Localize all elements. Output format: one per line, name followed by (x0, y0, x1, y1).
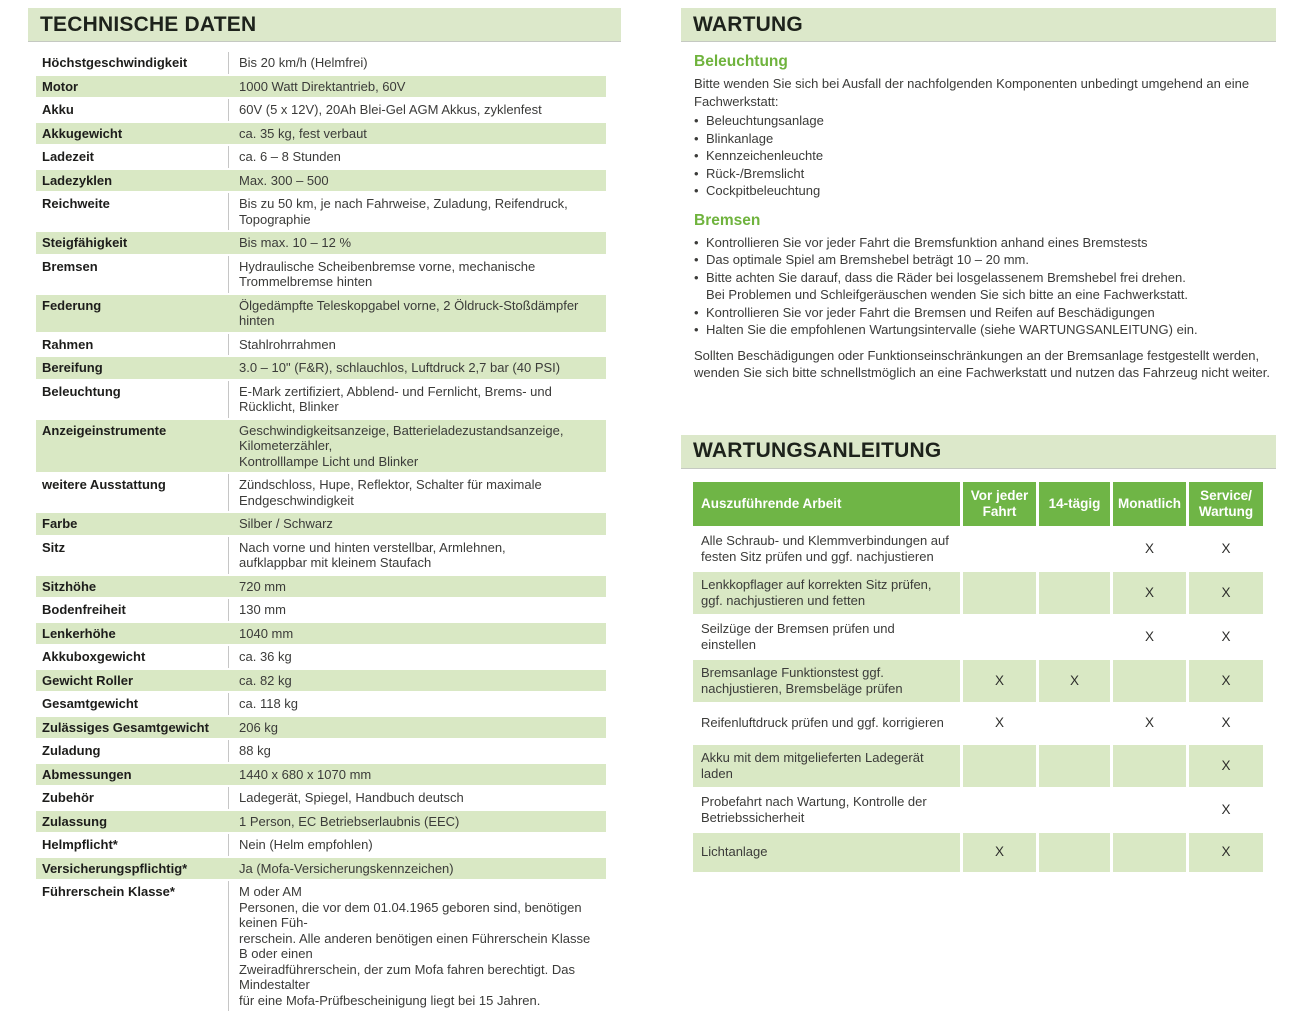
spec-row (36, 764, 606, 786)
bullet-dot: • (694, 183, 699, 198)
bullet-text: Cockpitbeleuchtung (706, 183, 821, 198)
spec-value-line: für eine Mofa-Prüfbescheinigung liegt bei 15 Jahren. (239, 992, 541, 1008)
maintenance-mark-cell: X (994, 715, 1004, 730)
spec-label: Lenkerhöhe (42, 625, 116, 641)
bullet-item (694, 321, 1272, 339)
maintenance-mark-cell: X (1039, 660, 1110, 702)
maintenance-mark-cell (1039, 616, 1110, 658)
spec-value: 60V (5 x 12V), 20Ah Blei-Gel AGM Akkus, zyklenfest (228, 99, 606, 121)
spec-label: Zuladung (42, 743, 101, 758)
bullet-dot: • (694, 113, 699, 128)
spec-row (36, 146, 606, 168)
spec-value: Bis max. 10 – 12 % (239, 235, 351, 250)
spec-row (36, 576, 606, 598)
spec-table (36, 52, 606, 1011)
spec-row (36, 474, 606, 511)
maintenance-mark-cell: X (1189, 572, 1263, 614)
maintenance-mark-cell (1113, 660, 1186, 702)
spec-label: Gewicht Roller (42, 672, 134, 688)
spec-row (36, 381, 606, 418)
spec-row (36, 420, 606, 473)
spec-value: 130 mm (228, 599, 606, 621)
spec-label: Ladezeit (42, 149, 95, 164)
bullet-dot: • (694, 234, 699, 250)
bullet-item (694, 304, 1272, 322)
spec-row (36, 357, 606, 379)
spec-value (228, 881, 606, 1011)
maintenance-mark-cell (1113, 789, 1186, 831)
spec-label: Anzeigeinstrumente (42, 422, 167, 438)
spec-label: Beleuchtung (42, 383, 121, 399)
maintenance-mark-cell: X (1144, 715, 1154, 730)
spec-value: 1040 mm (239, 625, 294, 641)
spec-value: Ladegerät, Spiegel, Handbuch deutsch (228, 787, 606, 809)
maintenance-task-cell: Bremsanlage Funktionstest ggf. nachjustieren, Bremsbeläge prüfen (693, 660, 960, 702)
spec-value (228, 537, 606, 574)
spec-label: Zubehör (42, 790, 94, 805)
spec-label: Reichweite (42, 196, 110, 211)
spec-row (36, 881, 606, 1011)
maintenance-task-cell: Lichtanlage (693, 833, 960, 872)
spec-row (36, 52, 606, 74)
maintenance-mark-cell: X (1144, 540, 1154, 556)
spec-label: Motor (42, 78, 79, 94)
maintenance-header-cell: 14-tägig (1039, 482, 1110, 526)
maintenance-task-cell: Lenkkopflager auf korrekten Sitz prüfen, ggf. nachjustieren und fetten (693, 572, 960, 614)
spec-value: Ölgedämpfte Teleskopgabel vorne, 2 Öldruck-Stoßdämpfer hinten (239, 297, 579, 328)
bullet-dot: • (694, 304, 699, 320)
bullet-text: Kontrollieren Sie vor jeder Fahrt die Bremsfunktion anhand eines Bremstests (706, 234, 1148, 250)
spec-row (36, 787, 606, 809)
spec-label: Farbe (42, 516, 78, 531)
maintenance-mark-cell: X (1189, 745, 1263, 787)
technical-data-title: TECHNISCHE DATEN (40, 12, 257, 36)
maintenance-title: WARTUNG (693, 12, 803, 36)
spec-value: ca. 35 kg, fest verbaut (239, 125, 367, 141)
spec-row (36, 693, 606, 715)
maintenance-mark-cell (963, 745, 1036, 787)
maintenance-guide-title: WARTUNGSANLEITUNG (693, 439, 942, 462)
bullet-text: Das optimale Spiel am Bremshebel beträgt 10 – 20 mm. (706, 252, 1029, 267)
spec-row (36, 811, 606, 833)
spec-value: Max. 300 – 500 (239, 172, 329, 188)
maintenance-mark-cell: X (1221, 628, 1231, 644)
maintenance-task-cell: Alle Schraub- und Klemmverbindungen auf festen Sitz prüfen und ggf. nachjustieren (701, 532, 949, 564)
spec-value: Bis zu 50 km, je nach Fahrweise, Zuladung, Reifendruck, Topographie (228, 193, 606, 230)
bullet-item (694, 182, 1272, 200)
spec-row (36, 193, 606, 230)
spec-value: 3.0 – 10" (F&R), schlauchlos, Luftdruck 2,7 bar (40 PSI) (239, 360, 561, 375)
bullet-item (694, 165, 1272, 183)
spec-value: Ja (Mofa-Versicherungskennzeichen) (239, 860, 454, 876)
spec-row (36, 623, 606, 645)
section-heading: Beleuchtung (694, 53, 788, 70)
spec-row (36, 599, 606, 621)
spec-value: 1 Person, EC Betriebserlaubnis (EEC) (239, 813, 460, 829)
maintenance-header-cell: Service/ Wartung (1189, 482, 1263, 526)
bullet-text: Kontrollieren Sie vor jeder Fahrt die Bremsen und Reifen auf Beschädigungen (706, 304, 1155, 320)
maintenance-mark-cell: X (1189, 833, 1263, 872)
section-outro: Sollten Beschädigungen oder Funktionseinschränkungen an der Bremsanlage festgestellt werden, wenden Sie sich bitte schnellstmöglich an eine Fachwerkstatt und nutzen das Fahrzeug nicht weiter. (694, 347, 1270, 380)
bullet-item (694, 130, 1272, 148)
bullet-text: Blinkanlage (706, 130, 774, 146)
spec-label: Bremsen (42, 258, 98, 274)
spec-row (36, 76, 606, 98)
spec-value-line: Kontrolllampe Licht und Blinker (239, 453, 419, 469)
maintenance-mark-cell: X (1189, 660, 1263, 702)
bullet-dot: • (694, 148, 699, 163)
bullet-continuation: Bei Problemen und Schleifgeräuschen wenden Sie sich bitte an eine Fachwerkstatt. (706, 287, 1189, 302)
spec-row (36, 513, 606, 535)
maintenance-mark-cell: X (1113, 572, 1186, 614)
maintenance-table (693, 482, 1263, 872)
spec-value: ca. 118 kg (228, 693, 606, 715)
bullet-dot: • (694, 130, 699, 146)
maintenance-mark-cell (963, 616, 1036, 658)
spec-value: 88 kg (228, 740, 606, 762)
bullet-text: Beleuchtungsanlage (706, 113, 824, 128)
bullet-dot: • (694, 322, 699, 337)
maintenance-task-cell: Akku mit dem mitgelieferten Ladegerät laden (693, 745, 960, 787)
bullet-text: Bitte achten Sie darauf, dass die Räder bei losgelassenem Bremshebel frei drehen. Bei Problemen und Schleifgeräuschen wenden Sie sich bitte an eine Fachwerkstatt. (706, 269, 1189, 302)
spec-row (36, 646, 606, 668)
maintenance-mark-cell (1039, 745, 1110, 787)
maintenance-mark-cell (1039, 704, 1110, 743)
bullet-dot: • (694, 252, 699, 267)
maintenance-mark-cell (1039, 528, 1110, 570)
maintenance-mark-cell (963, 528, 1036, 570)
maintenance-mark-cell (1113, 833, 1186, 872)
bullet-item (694, 112, 1272, 130)
spec-row (36, 834, 606, 856)
spec-label: Abmessungen (42, 766, 132, 782)
maintenance-task-cell: Probefahrt nach Wartung, Kontrolle der Betriebssicherheit (701, 793, 927, 825)
spec-value-line: M oder AM (239, 884, 302, 899)
spec-value: E-Mark zertifiziert, Abblend- und Fernlicht, Brems- und Rücklicht, Blinker (228, 381, 606, 418)
spec-label: Bodenfreiheit (42, 602, 126, 617)
spec-row (36, 670, 606, 692)
spec-row (36, 717, 606, 739)
spec-label: Akkuboxgewicht (42, 649, 146, 664)
technical-data-banner (28, 8, 621, 41)
spec-value: 206 kg (239, 719, 279, 735)
spec-label: weitere Ausstattung (42, 477, 166, 492)
spec-label: Sitz (42, 539, 66, 555)
spec-row (36, 295, 606, 332)
maintenance-mark-cell: X (963, 833, 1036, 872)
maintenance-mark-cell (963, 789, 1036, 831)
maintenance-sections (681, 53, 1276, 381)
spec-value: Nein (Helm empfohlen) (228, 834, 606, 856)
spec-row (36, 99, 606, 121)
spec-label: Ladezyklen (42, 172, 113, 188)
bullet-item (694, 269, 1272, 304)
spec-label: Akku (42, 102, 74, 117)
maintenance-mark-cell (1113, 745, 1186, 787)
spec-value-line: Geschwindigkeitsanzeige, Batterieladezustandsanzeige, Kilometerzähler, (239, 422, 564, 453)
spec-value: 720 mm (239, 578, 286, 594)
spec-label: Rahmen (42, 336, 94, 352)
spec-row (36, 256, 606, 293)
spec-value-line: aufklappbar mit kleinem Staufach (239, 555, 432, 570)
bullet-item (694, 234, 1272, 252)
spec-value: Hydraulische Scheibenbremse vorne, mechanische Trommelbremse hinten (228, 256, 606, 293)
spec-label: Sitzhöhe (42, 578, 97, 594)
spec-value: 1440 x 680 x 1070 mm (239, 766, 372, 782)
maintenance-column (681, 8, 1276, 872)
section-heading: Bremsen (694, 211, 761, 229)
maintenance-header-cell: Auszuführende Arbeit (693, 482, 960, 526)
maintenance-banner (681, 8, 1276, 41)
spec-value-line: rerschein. Alle anderen benötigen einen Führerschein Klasse B oder einen (239, 930, 591, 961)
bullet-text: Halten Sie die empfohlenen Wartungsintervalle (siehe WARTUNGSANLEITUNG) ein. (706, 322, 1198, 337)
maintenance-task-cell: Reifenluftdruck prüfen und ggf. korrigieren (701, 715, 944, 730)
spec-label: Bereifung (42, 360, 103, 375)
spec-row (36, 537, 606, 574)
spec-label: Steigfähigkeit (42, 235, 128, 250)
spec-label: Führerschein Klasse* (42, 884, 175, 899)
bullet-dot: • (694, 269, 699, 285)
maintenance-mark-cell: X (1144, 628, 1154, 644)
spec-value: Stahlrohrrahmen (228, 334, 606, 356)
spec-value: ca. 36 kg (228, 646, 606, 668)
spec-value (228, 420, 606, 473)
section-intro: Bitte wenden Sie sich bei Ausfall der nachfolgenden Komponenten unbedingt umgehend an eine Fachwerkstatt: (694, 76, 1250, 109)
spec-row (36, 170, 606, 192)
spec-label: Zulässiges Gesamtgewicht (42, 719, 209, 735)
spec-label: Höchstgeschwindigkeit (42, 55, 188, 70)
maintenance-guide-banner (681, 435, 1276, 468)
technical-data-column (28, 8, 621, 1013)
bullet-item (694, 251, 1272, 269)
spec-label: Helmpflicht* (42, 837, 118, 852)
maintenance-header-cell: Monatlich (1113, 482, 1186, 526)
spec-label: Federung (42, 297, 102, 313)
spec-value: 1000 Watt Direktantrieb, 60V (239, 78, 406, 94)
spec-row (36, 123, 606, 145)
spec-label: Gesamtgewicht (42, 696, 139, 711)
maintenance-header-cell: Vor jeder Fahrt (963, 482, 1036, 526)
spec-value: Bis 20 km/h (Helmfrei) (228, 52, 606, 74)
maintenance-mark-cell: X (1221, 801, 1231, 817)
spec-value-line: Personen, die vor dem 01.04.1965 geboren sind, benötigen keinen Füh- (239, 899, 582, 930)
spec-value: ca. 6 – 8 Stunden (228, 146, 606, 168)
maintenance-mark-cell (1039, 572, 1110, 614)
spec-value: Zündschloss, Hupe, Reflektor, Schalter für maximale Endgeschwindigkeit (228, 474, 606, 511)
spec-value-line: Zweiradführerschein, der zum Mofa fahren berechtigt. Das Mindestalter (239, 961, 575, 992)
spec-value: Silber / Schwarz (239, 516, 333, 531)
bullet-text: Kennzeichenleuchte (706, 148, 824, 163)
maintenance-mark-cell: X (1221, 540, 1231, 556)
spec-row (36, 858, 606, 880)
spec-label: Akkugewicht (42, 125, 123, 141)
bullet-dot: • (694, 165, 699, 181)
maintenance-mark-cell: X (963, 660, 1036, 702)
bullet-text: Rück-/Bremslicht (706, 165, 805, 181)
spec-label: Zulassung (42, 813, 108, 829)
spec-row (36, 740, 606, 762)
spec-label: Versicherungspflichtig* (42, 860, 188, 876)
bullet-item (694, 147, 1272, 165)
maintenance-mark-cell (1039, 833, 1110, 872)
maintenance-mark-cell (1039, 789, 1110, 831)
maintenance-mark-cell (963, 572, 1036, 614)
spec-value: ca. 82 kg (239, 672, 292, 688)
maintenance-mark-cell: X (1221, 715, 1231, 730)
spec-row (36, 232, 606, 254)
spec-value-line: Nach vorne und hinten verstellbar, Armlehnen, (239, 539, 506, 555)
maintenance-task-cell: Seilzüge der Bremsen prüfen und einstellen (701, 620, 895, 652)
spec-row (36, 334, 606, 356)
